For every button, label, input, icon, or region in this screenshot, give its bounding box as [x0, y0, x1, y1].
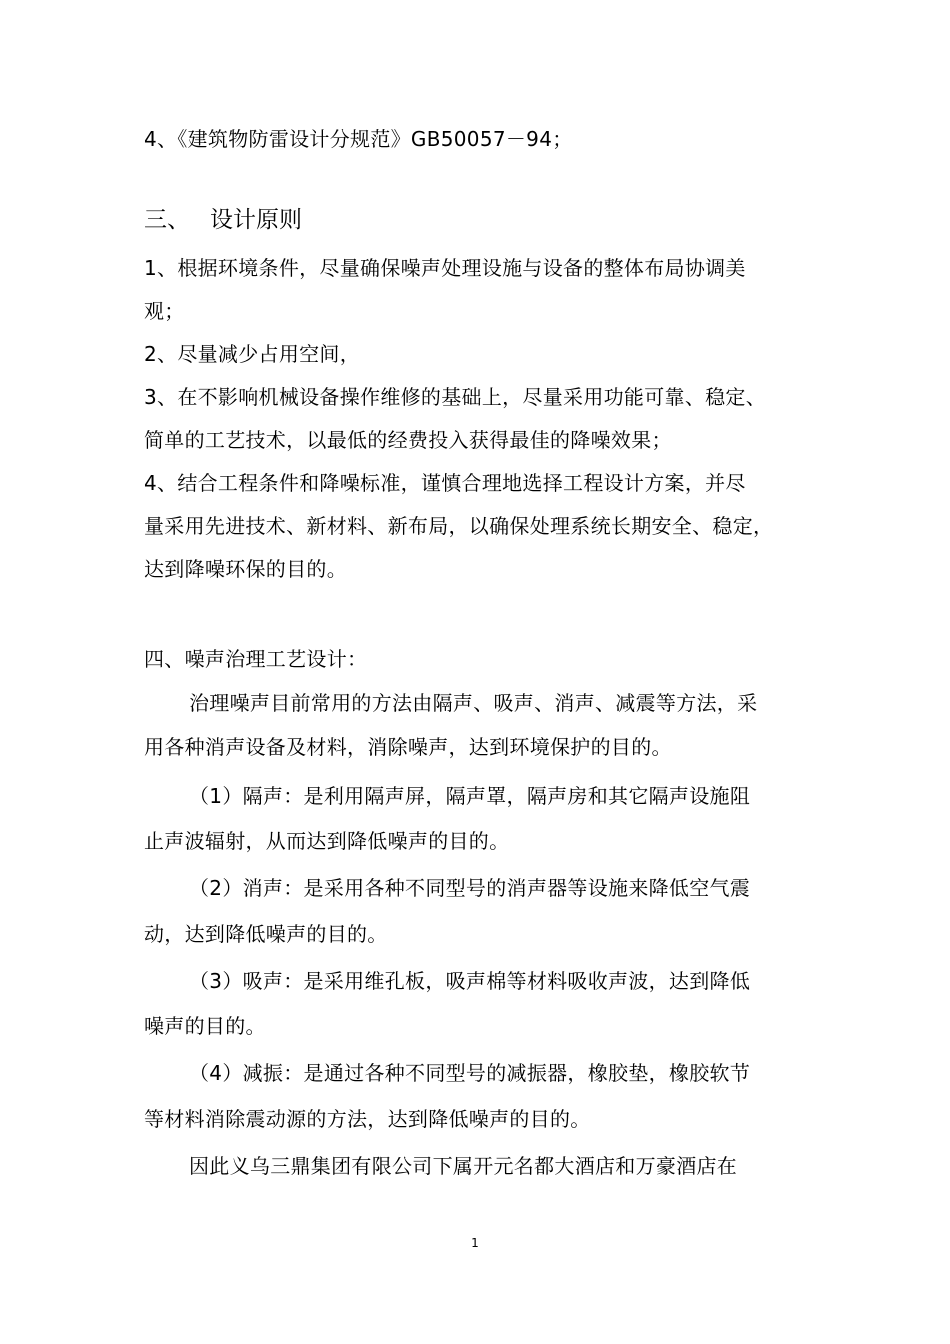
paragraph-line: 等材料消除震动源的方法，达到降低噪声的目的。 [144, 1107, 591, 1131]
section-title: 设计原则 [210, 207, 302, 233]
paragraph-line: 简单的工艺技术，以最低的经费投入获得最佳的降噪效果； [144, 428, 672, 452]
paragraph-line: 用各种消声设备及材料，消除噪声，达到环境保护的目的。 [144, 735, 672, 759]
paragraph-line: 3、在不影响机械设备操作维修的基础上，尽量采用功能可靠、稳定、 [144, 385, 767, 409]
reference-line: 4、《建筑物防雷设计分规范》GB50057－94； [144, 127, 573, 151]
paragraph-line: 止声波辐射，从而达到降低噪声的目的。 [144, 829, 510, 853]
paragraph-line: （4）减振：是通过各种不同型号的减振器，橡胶垫，橡胶软节 [189, 1061, 751, 1085]
paragraph-line: 因此义乌三鼎集团有限公司下属开元名都大酒店和万豪酒店在 [189, 1154, 738, 1178]
page-number: 1 [471, 1236, 479, 1250]
paragraph-line: 噪声的目的。 [144, 1014, 266, 1038]
paragraph-line: （3）吸声：是采用维孔板，吸声棉等材料吸收声波，达到降低 [189, 969, 751, 993]
paragraph-line: 动，达到降低噪声的目的。 [144, 922, 388, 946]
paragraph-line: 2、尽量减少占用空间， [144, 342, 361, 366]
paragraph-line: 4、结合工程条件和降噪标准，谨慎合理地选择工程设计方案，并尽 [144, 471, 746, 495]
paragraph-line: （1）隔声：是利用隔声屏，隔声罩，隔声房和其它隔声设施阻 [189, 784, 751, 808]
paragraph-line: 治理噪声目前常用的方法由隔声、吸声、消声、减震等方法，采 [189, 691, 758, 715]
paragraph-line: 量采用先进技术、新材料、新布局，以确保处理系统长期安全、稳定， [144, 514, 774, 538]
paragraph-line: 1、根据环境条件，尽量确保噪声处理设施与设备的整体布局协调美 [144, 256, 746, 280]
section-heading-3 [144, 205, 302, 235]
section-heading-4: 四、噪声治理工艺设计： [144, 647, 368, 671]
section-number: 三、 [144, 207, 190, 233]
paragraph-line: 观； [144, 299, 185, 323]
paragraph-line: 达到降噪环保的目的。 [144, 557, 347, 581]
paragraph-line: （2）消声：是采用各种不同型号的消声器等设施来降低空气震 [189, 876, 751, 900]
